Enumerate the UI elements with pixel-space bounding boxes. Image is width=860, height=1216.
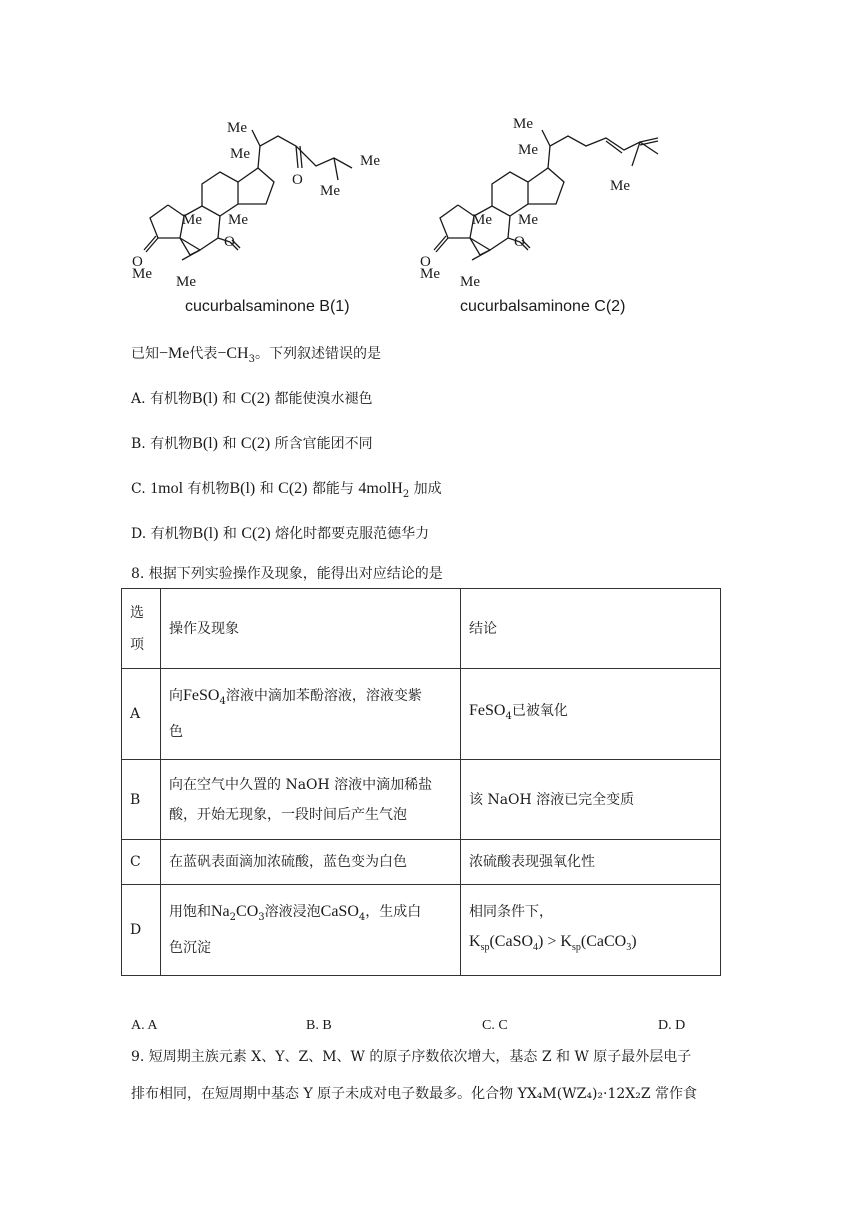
header-operation: 操作及现象 (161, 589, 461, 669)
atom-label: Me (227, 120, 247, 136)
q9-line-2: 排布相同，在短周期中基态 Y 原子未成对电子数最多。化合物 YX₄M(WZ₄)₂·12X₂Z 常作食 (131, 1086, 698, 1102)
q7-option-c: C. 1mol 有机物B(l) 和 C(2) 都能与 4molH$_2$ 加成 (131, 480, 442, 500)
q8-choice-a: A. A (131, 1018, 158, 1033)
molecule-b1-atom-labels (132, 120, 380, 290)
row-operation: 向在空气中久置的 NaOH 溶液中滴加稀盐 酸，开始无现象，一段时间后产生气泡 (161, 760, 461, 840)
atom-label: Me (176, 274, 196, 290)
q7-option-d: D. 有机物B(l) 和 C(2) 熔化时都要克服范德华力 (131, 525, 430, 542)
row-option: A (122, 669, 161, 760)
atom-label: Me (460, 274, 480, 290)
atom-label: Me (518, 212, 538, 228)
row-option: D (122, 885, 161, 976)
atom-label: Me (518, 142, 538, 158)
row-operation: 用饱和$Na_2CO_3$溶液浸泡CaSO$_4$，生成白 色沉淀 (161, 885, 461, 976)
table-row (122, 885, 721, 976)
table-row (122, 760, 721, 840)
table-row (122, 840, 721, 885)
atom-label: O (292, 172, 303, 188)
q7-option-b: B. 有机物B(l) 和 C(2) 所含官能团不同 (131, 435, 373, 452)
q8-stem: 8. 根据下列实验操作及现象，能得出对应结论的是 (131, 566, 443, 582)
atom-label: Me (472, 212, 492, 228)
q7-stem: 已知−Me代表$-CH_3$。下列叙述错误的是 (131, 345, 381, 365)
row-conclusion: FeSO$_4$已被氧化 (461, 669, 721, 760)
atom-label: O (514, 234, 525, 250)
row-option: C (122, 840, 161, 885)
row-conclusion: 该 NaOH 溶液已完全变质 (461, 760, 721, 840)
atom-label: Me (320, 183, 340, 199)
atom-label: Me (228, 212, 248, 228)
q7-option-a: A. 有机物B(l) 和 C(2) 都能使溴水褪色 (131, 390, 373, 407)
row-conclusion: 相同条件下， $K_{sp}(CaSO_4)$ > $K_{sp}(CaCO_3)$ (461, 885, 721, 976)
atom-label: O (420, 254, 431, 270)
molecule-b1-caption: cucurbalsaminone B(1) (185, 298, 350, 315)
atom-label: O (224, 234, 235, 250)
row-operation: 向FeSO$_4$溶液中滴加苯酚溶液，溶液变紫 色 (161, 669, 461, 760)
q8-table (121, 588, 721, 976)
atom-label: Me (182, 212, 202, 228)
q9-line-1: 9. 短周期主族元素 X、Y、Z、M、W 的原子序数依次增大，基态 Z 和 W 原子最外层电子 (131, 1049, 692, 1065)
molecule-b1-structure (120, 110, 410, 295)
q8-choice-c: C. C (482, 1018, 508, 1033)
atom-label: Me (132, 266, 152, 282)
atom-label: Me (513, 116, 533, 132)
table-row (122, 669, 721, 760)
q8-choice-d: D. D (658, 1018, 686, 1033)
row-conclusion: 浓硫酸表现强氧化性 (461, 840, 721, 885)
atom-label: Me (230, 146, 250, 162)
atom-label: Me (360, 153, 380, 169)
atom-label: Me (610, 178, 630, 194)
header-conclusion: 结论 (461, 589, 721, 669)
q8-choice-b: B. B (306, 1018, 332, 1033)
header-option: 选项 (122, 589, 161, 669)
table-header-row (122, 589, 721, 669)
molecule-c2-structure (410, 110, 700, 295)
atom-label: Me (420, 266, 440, 282)
molecule-c2-caption: cucurbalsaminone C(2) (460, 298, 626, 315)
row-option: B (122, 760, 161, 840)
atom-label: O (132, 254, 143, 270)
row-operation: 在蓝矾表面滴加浓硫酸，蓝色变为白色 (161, 840, 461, 885)
